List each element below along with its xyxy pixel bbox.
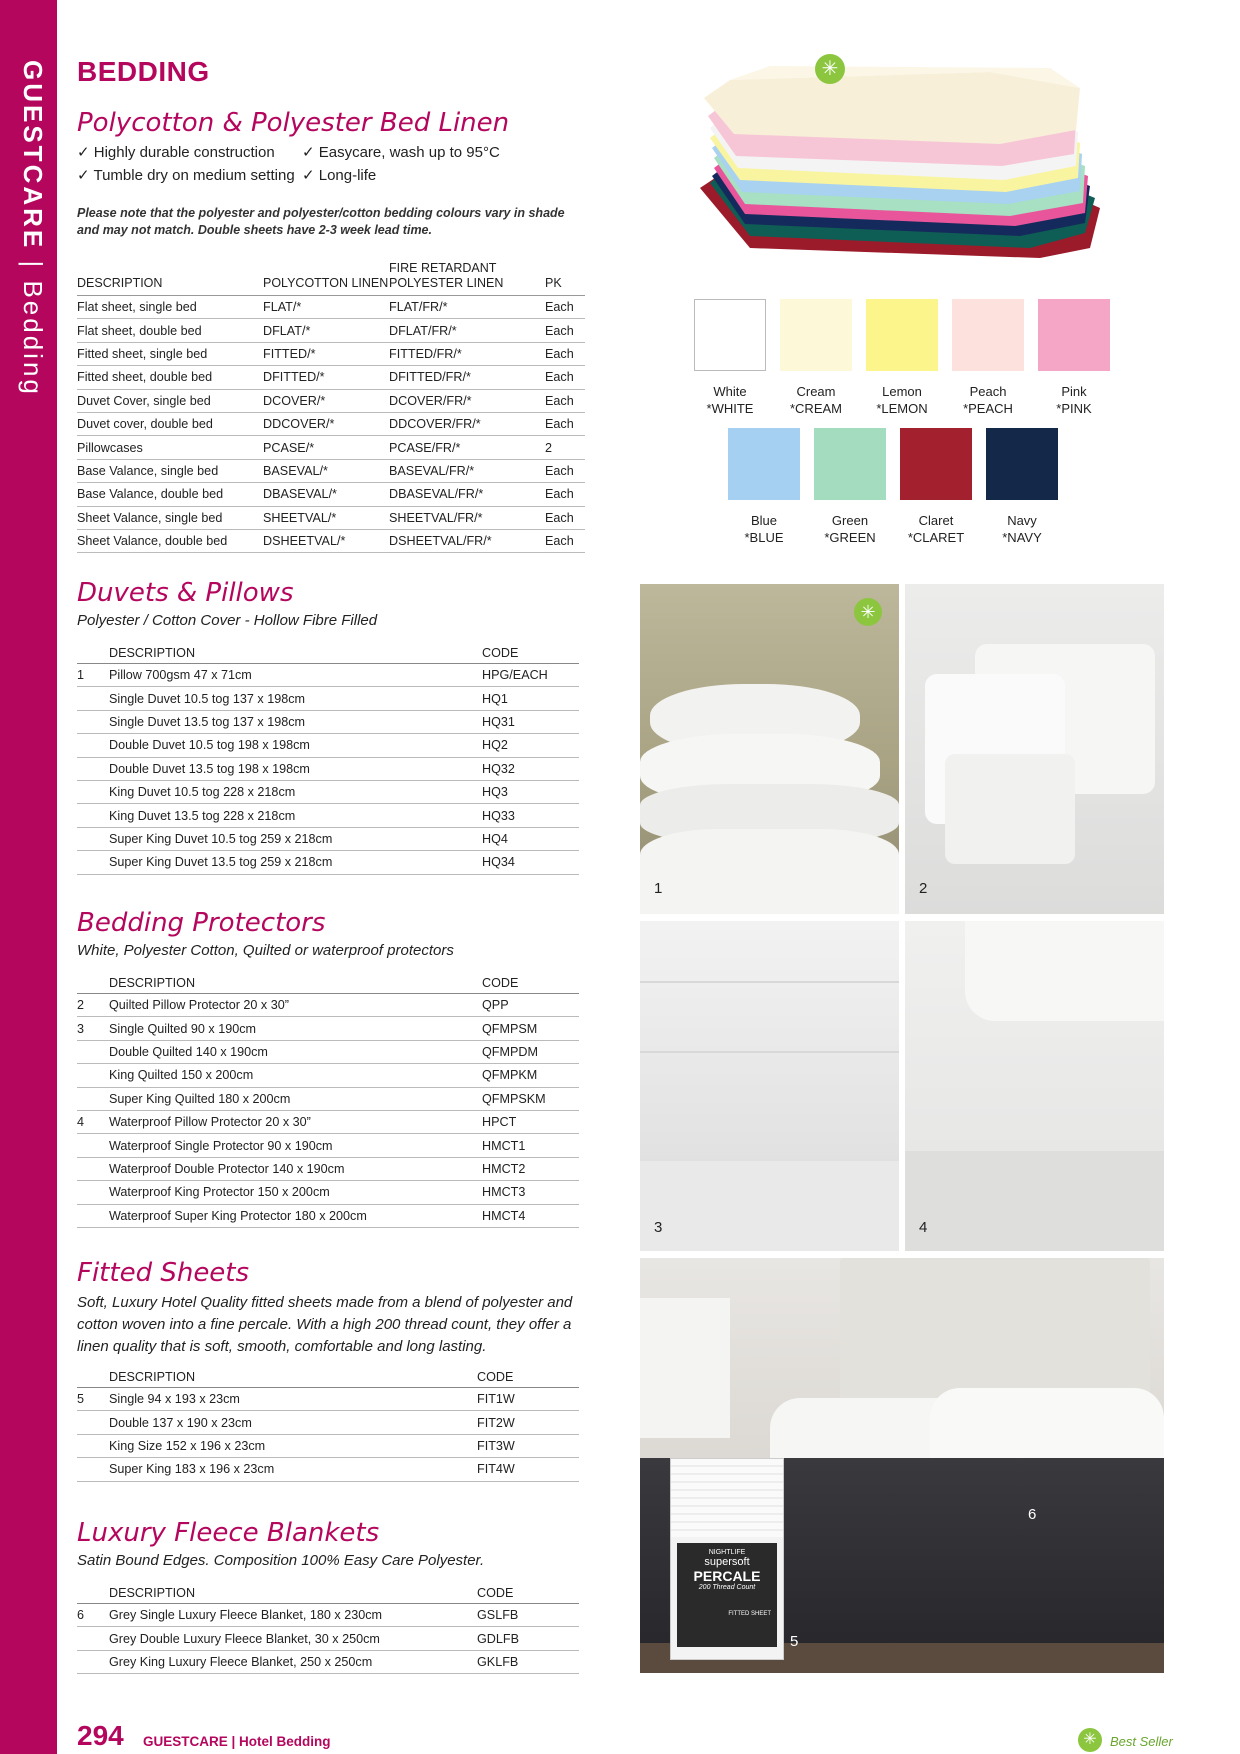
pillow-protector-photo (905, 584, 1164, 914)
sidebar-section: GUESTCARE (18, 60, 48, 251)
table-cell: HQ4 (482, 827, 579, 850)
col-header: DESCRIPTION (109, 1582, 477, 1604)
fleece-title: Luxury Fleece Blankets (77, 1518, 380, 1548)
table-cell: DSHEETVAL/FR/* (389, 529, 545, 552)
table-cell (77, 734, 109, 757)
colour-label (857, 383, 947, 417)
table-cell: FIT2W (477, 1411, 579, 1434)
table-cell: HPCT (482, 1110, 579, 1133)
table-cell: DCOVER/* (263, 389, 389, 412)
table-cell (77, 710, 109, 733)
table-header-row (77, 1582, 579, 1604)
photo-label: 3 (654, 1219, 663, 1236)
table-cell: Duvet Cover, single bed (77, 389, 263, 412)
table-cell: 6 (77, 1604, 109, 1627)
table-cell: Each (545, 389, 585, 412)
table-cell: BASEVAL/* (263, 459, 389, 482)
table-cell: Each (545, 529, 585, 552)
table-row (77, 1411, 579, 1434)
waterproof-protector-photo (905, 921, 1164, 1251)
table-cell: DDCOVER/* (263, 412, 389, 435)
table-row (77, 506, 585, 529)
table-cell: DCOVER/FR/* (389, 389, 545, 412)
table-row (77, 994, 579, 1017)
table-cell (77, 1087, 109, 1110)
photo-label: 2 (919, 880, 928, 897)
colour-label (719, 512, 809, 546)
col-header: PK (545, 255, 585, 296)
table-cell: Double Duvet 10.5 tog 198 x 198cm (109, 734, 482, 757)
table-row (77, 296, 585, 319)
table-header-row (77, 972, 579, 994)
colour-name: Blue (750, 513, 778, 528)
table-cell: DSHEETVAL/* (263, 529, 389, 552)
table-row (77, 319, 585, 342)
colour-label (1029, 383, 1119, 417)
table-cell: DBASEVAL/FR/* (389, 483, 545, 506)
table-row (77, 412, 585, 435)
folded-linen-image (690, 58, 1120, 298)
table-row (77, 780, 579, 803)
linen-title: Polycotton & Polyester Bed Linen (77, 108, 510, 138)
table-cell: 1 (77, 664, 109, 687)
table-cell: Flat sheet, double bed (77, 319, 263, 342)
table-cell: DFITTED/* (263, 366, 389, 389)
table-row (77, 436, 585, 459)
table-row (77, 1087, 579, 1110)
table-row (77, 1064, 579, 1087)
table-row (77, 483, 585, 506)
protectors-subtitle: White, Polyester Cotton, Quilted or waterproof protectors (77, 942, 454, 959)
table-cell: Waterproof King Protector 150 x 200cm (109, 1181, 482, 1204)
table-cell: Each (545, 459, 585, 482)
colour-code: *LEMON (876, 401, 928, 416)
table-header-row (77, 642, 579, 664)
table-header-row (77, 255, 585, 296)
package-line4: FITTED SHEET (728, 1611, 771, 1617)
linen-note: Please note that the polyester and polyester/cotton bedding colours vary in shade and may not match. Double sheets have 2-3 week lead time. (77, 206, 565, 237)
table-row (77, 366, 585, 389)
photo-label: 6 (1028, 1506, 1037, 1523)
sidebar-label (8, 60, 48, 397)
table-row (77, 1650, 579, 1673)
table-row (77, 1627, 579, 1650)
colour-code: *PEACH (963, 401, 1013, 416)
table-cell: HPG/EACH (482, 664, 579, 687)
colour-swatch-pink (1038, 299, 1110, 371)
table-row (77, 1388, 579, 1411)
table-cell: FLAT/* (263, 296, 389, 319)
table-cell: 5 (77, 1388, 109, 1411)
best-seller-icon: ✳ (1078, 1728, 1102, 1752)
colour-code: *WHITE (706, 401, 754, 416)
col-header: DESCRIPTION (109, 1366, 477, 1388)
table-cell: DFLAT/FR/* (389, 319, 545, 342)
table-header-row (77, 1366, 579, 1388)
table-cell: BASEVAL/FR/* (389, 459, 545, 482)
table-cell: Each (545, 296, 585, 319)
fleece-bed-photo (640, 1258, 1164, 1673)
table-cell: Base Valance, single bed (77, 459, 263, 482)
table-cell: SHEETVAL/FR/* (389, 506, 545, 529)
table-cell: Each (545, 366, 585, 389)
best-seller-icon: ✳ (854, 598, 882, 626)
table-cell: HQ33 (482, 804, 579, 827)
table-row (77, 342, 585, 365)
fitted-subtitle: Soft, Luxury Hotel Quality fitted sheets made from a blend of polyester and cotton woven into a fine percale. With a high 200 thread count, they offer a linen quality that is soft, smooth, comfortable and long lasting. (77, 1294, 573, 1355)
colour-name: Navy (1007, 513, 1037, 528)
table-row (77, 827, 579, 850)
table-cell: QFMPDM (482, 1040, 579, 1063)
table-cell: Waterproof Double Protector 140 x 190cm (109, 1157, 482, 1180)
colour-swatch-white (694, 299, 766, 371)
sidebar-band (0, 0, 57, 1754)
table-cell: Grey King Luxury Fleece Blanket, 250 x 250cm (109, 1650, 477, 1673)
table-cell: Super King Quilted 180 x 200cm (109, 1087, 482, 1110)
feature-item: ✓ Highly durable construction (77, 144, 275, 161)
table-cell: Waterproof Pillow Protector 20 x 30” (109, 1110, 482, 1133)
table-cell: FITTED/* (263, 342, 389, 365)
table-row (77, 1017, 579, 1040)
table-cell: GKLFB (477, 1650, 579, 1673)
table-cell (77, 687, 109, 710)
table-cell: Super King 183 x 196 x 23cm (109, 1458, 477, 1481)
footer-section: GUESTCARE | Hotel Bedding (143, 1734, 331, 1749)
table-cell (77, 1181, 109, 1204)
colour-label (943, 383, 1033, 417)
table-row (77, 389, 585, 412)
table-cell: HQ2 (482, 734, 579, 757)
table-cell: Each (545, 342, 585, 365)
table-row (77, 529, 585, 552)
table-cell: HQ34 (482, 851, 579, 874)
feature-item: ✓ Tumble dry on medium setting (77, 167, 295, 184)
table-cell: PCASE/* (263, 436, 389, 459)
col-header: CODE (477, 1366, 579, 1388)
table-row (77, 1134, 579, 1157)
colour-swatch-claret (900, 428, 972, 500)
table-row (77, 1204, 579, 1227)
linen-features (77, 141, 500, 187)
table-row (77, 1181, 579, 1204)
colour-swatch-lemon (866, 299, 938, 371)
table-cell: Sheet Valance, single bed (77, 506, 263, 529)
table-cell: King Quilted 150 x 200cm (109, 1064, 482, 1087)
table-cell: Double Quilted 140 x 190cm (109, 1040, 482, 1063)
table-cell: Waterproof Super King Protector 180 x 200cm (109, 1204, 482, 1227)
table-cell: HMCT2 (482, 1157, 579, 1180)
table-row (77, 710, 579, 733)
page-heading: BEDDING (77, 56, 210, 87)
table-cell: Super King Duvet 10.5 tog 259 x 218cm (109, 827, 482, 850)
table-cell (77, 1064, 109, 1087)
duvets-subtitle: Polyester / Cotton Cover - Hollow Fibre Filled (77, 612, 378, 629)
table-cell: QFMPSM (482, 1017, 579, 1040)
col-header: CODE (477, 1582, 579, 1604)
table-cell: PCASE/FR/* (389, 436, 545, 459)
linen-table (77, 255, 585, 553)
colour-name: Green (831, 513, 869, 528)
package-brand: NIGHTLIFE (708, 1549, 746, 1556)
table-row (77, 851, 579, 874)
duvets-title: Duvets & Pillows (77, 578, 294, 608)
table-cell: Single Duvet 10.5 tog 137 x 198cm (109, 687, 482, 710)
protectors-title: Bedding Protectors (77, 908, 326, 938)
duvets-table (77, 642, 579, 875)
table-row (77, 1458, 579, 1481)
table-cell (77, 827, 109, 850)
colour-code: *GREEN (824, 530, 876, 545)
col-header: DESCRIPTION (77, 255, 263, 296)
table-cell: FIT1W (477, 1388, 579, 1411)
table-cell: King Duvet 13.5 tog 228 x 218cm (109, 804, 482, 827)
fitted-table (77, 1366, 579, 1482)
table-cell: 4 (77, 1110, 109, 1133)
colour-swatch-cream (780, 299, 852, 371)
col-header: POLYCOTTON LINEN (263, 255, 389, 296)
table-cell: Pillow 700gsm 47 x 71cm (109, 664, 482, 687)
table-cell: Duvet cover, double bed (77, 412, 263, 435)
percale-package (670, 1458, 784, 1660)
table-cell: QFMPKM (482, 1064, 579, 1087)
package-line2: PERCALE (693, 1568, 761, 1584)
best-seller-legend: Best Seller (1110, 1734, 1173, 1749)
table-cell: Flat sheet, single bed (77, 296, 263, 319)
table-cell (77, 851, 109, 874)
table-cell: HQ32 (482, 757, 579, 780)
package-line3: 200 Thread Count (698, 1584, 756, 1591)
table-cell: Fitted sheet, single bed (77, 342, 263, 365)
table-cell: QFMPSKM (482, 1087, 579, 1110)
table-cell: Each (545, 319, 585, 342)
feature-item: ✓ Long-life (302, 167, 377, 184)
table-cell: Single Duvet 13.5 tog 137 x 198cm (109, 710, 482, 733)
colour-code: *CLARET (907, 530, 965, 545)
table-cell: DFLAT/* (263, 319, 389, 342)
colour-name: Cream (796, 384, 836, 399)
table-cell: SHEETVAL/* (263, 506, 389, 529)
photo-label: 5 (790, 1633, 799, 1650)
table-cell: HQ31 (482, 710, 579, 733)
table-cell: FIT4W (477, 1458, 579, 1481)
table-cell (77, 804, 109, 827)
table-cell: HMCT1 (482, 1134, 579, 1157)
table-cell: Fitted sheet, double bed (77, 366, 263, 389)
col-header: CODE (482, 972, 579, 994)
table-row (77, 1604, 579, 1627)
colour-code: *NAVY (1002, 530, 1042, 545)
table-cell: DFITTED/FR/* (389, 366, 545, 389)
colour-label (891, 512, 981, 546)
colour-name: Lemon (882, 384, 922, 399)
pillows-photo (640, 584, 899, 914)
colour-name: Pink (1061, 384, 1087, 399)
table-cell: HQ1 (482, 687, 579, 710)
table-row (77, 804, 579, 827)
colour-code: *CREAM (789, 401, 842, 416)
table-row (77, 1434, 579, 1457)
table-cell: 2 (77, 994, 109, 1017)
table-cell: FLAT/FR/* (389, 296, 545, 319)
table-cell: Waterproof Single Protector 90 x 190cm (109, 1134, 482, 1157)
package-line1: supersoft (704, 1556, 750, 1568)
colour-name: White (713, 384, 747, 399)
colour-name: Claret (918, 513, 954, 528)
table-cell (77, 1411, 109, 1434)
colour-swatch-peach (952, 299, 1024, 371)
table-cell: Sheet Valance, double bed (77, 529, 263, 552)
table-cell: FIT3W (477, 1434, 579, 1457)
table-cell: FITTED/FR/* (389, 342, 545, 365)
table-cell: 2 (545, 436, 585, 459)
table-cell: Double 137 x 190 x 23cm (109, 1411, 477, 1434)
fitted-title: Fitted Sheets (77, 1258, 250, 1288)
table-cell (77, 1627, 109, 1650)
table-cell: DBASEVAL/* (263, 483, 389, 506)
colour-code: *BLUE (744, 530, 784, 545)
table-cell: Pillowcases (77, 436, 263, 459)
colour-swatch-green (814, 428, 886, 500)
sidebar-sub: Bedding (18, 280, 48, 397)
colour-label (805, 512, 895, 546)
table-cell: 3 (77, 1017, 109, 1040)
col-header: DESCRIPTION (109, 972, 482, 994)
table-cell (77, 757, 109, 780)
table-row (77, 1157, 579, 1180)
table-cell (77, 1458, 109, 1481)
table-row (77, 687, 579, 710)
table-cell: HMCT4 (482, 1204, 579, 1227)
col-header: FIRE RETARDANT POLYESTER LINEN (389, 255, 545, 296)
photo-label: 4 (919, 1219, 928, 1236)
table-cell: Each (545, 506, 585, 529)
table-cell: Each (545, 483, 585, 506)
table-cell (77, 1134, 109, 1157)
colour-label (977, 512, 1067, 546)
feature-item: ✓ Easycare, wash up to 95°C (302, 144, 500, 161)
table-cell: Single 94 x 193 x 23cm (109, 1388, 477, 1411)
col-header: DESCRIPTION (109, 642, 482, 664)
table-cell: Grey Single Luxury Fleece Blanket, 180 x 230cm (109, 1604, 477, 1627)
table-cell (77, 780, 109, 803)
table-cell: King Size 152 x 196 x 23cm (109, 1434, 477, 1457)
table-row (77, 1040, 579, 1063)
table-cell: Single Quilted 90 x 190cm (109, 1017, 482, 1040)
table-row (77, 734, 579, 757)
page-number: 294 (77, 1720, 124, 1751)
table-row (77, 1110, 579, 1133)
table-cell: GDLFB (477, 1627, 579, 1650)
table-cell: QPP (482, 994, 579, 1017)
fleece-subtitle: Satin Bound Edges. Composition 100% Easy Care Polyester. (77, 1552, 485, 1569)
table-cell: HQ3 (482, 780, 579, 803)
table-row (77, 664, 579, 687)
table-cell: Quilted Pillow Protector 20 x 30” (109, 994, 482, 1017)
quilted-protector-photo (640, 921, 899, 1251)
protectors-table (77, 972, 579, 1228)
table-cell (77, 1204, 109, 1227)
colour-swatch-blue (728, 428, 800, 500)
table-cell: Each (545, 412, 585, 435)
fleece-table (77, 1582, 579, 1674)
table-row (77, 459, 585, 482)
colour-swatch-navy (986, 428, 1058, 500)
table-cell (77, 1434, 109, 1457)
table-cell: GSLFB (477, 1604, 579, 1627)
table-cell: Double Duvet 13.5 tog 198 x 198cm (109, 757, 482, 780)
table-cell: King Duvet 10.5 tog 228 x 218cm (109, 780, 482, 803)
colour-label (771, 383, 861, 417)
table-cell: Grey Double Luxury Fleece Blanket, 30 x 250cm (109, 1627, 477, 1650)
table-cell (77, 1157, 109, 1180)
table-cell: Super King Duvet 13.5 tog 259 x 218cm (109, 851, 482, 874)
table-cell (77, 1040, 109, 1063)
table-cell: HMCT3 (482, 1181, 579, 1204)
colour-code: *PINK (1056, 401, 1092, 416)
sidebar-separator: | (18, 250, 48, 281)
best-seller-icon: ✳ (815, 54, 845, 84)
col-header: CODE (482, 642, 579, 664)
colour-name: Peach (969, 384, 1007, 399)
photo-label: 1 (654, 880, 663, 897)
table-cell (77, 1650, 109, 1673)
colour-label (685, 383, 775, 417)
table-row (77, 757, 579, 780)
table-cell: DDCOVER/FR/* (389, 412, 545, 435)
table-cell: Base Valance, double bed (77, 483, 263, 506)
